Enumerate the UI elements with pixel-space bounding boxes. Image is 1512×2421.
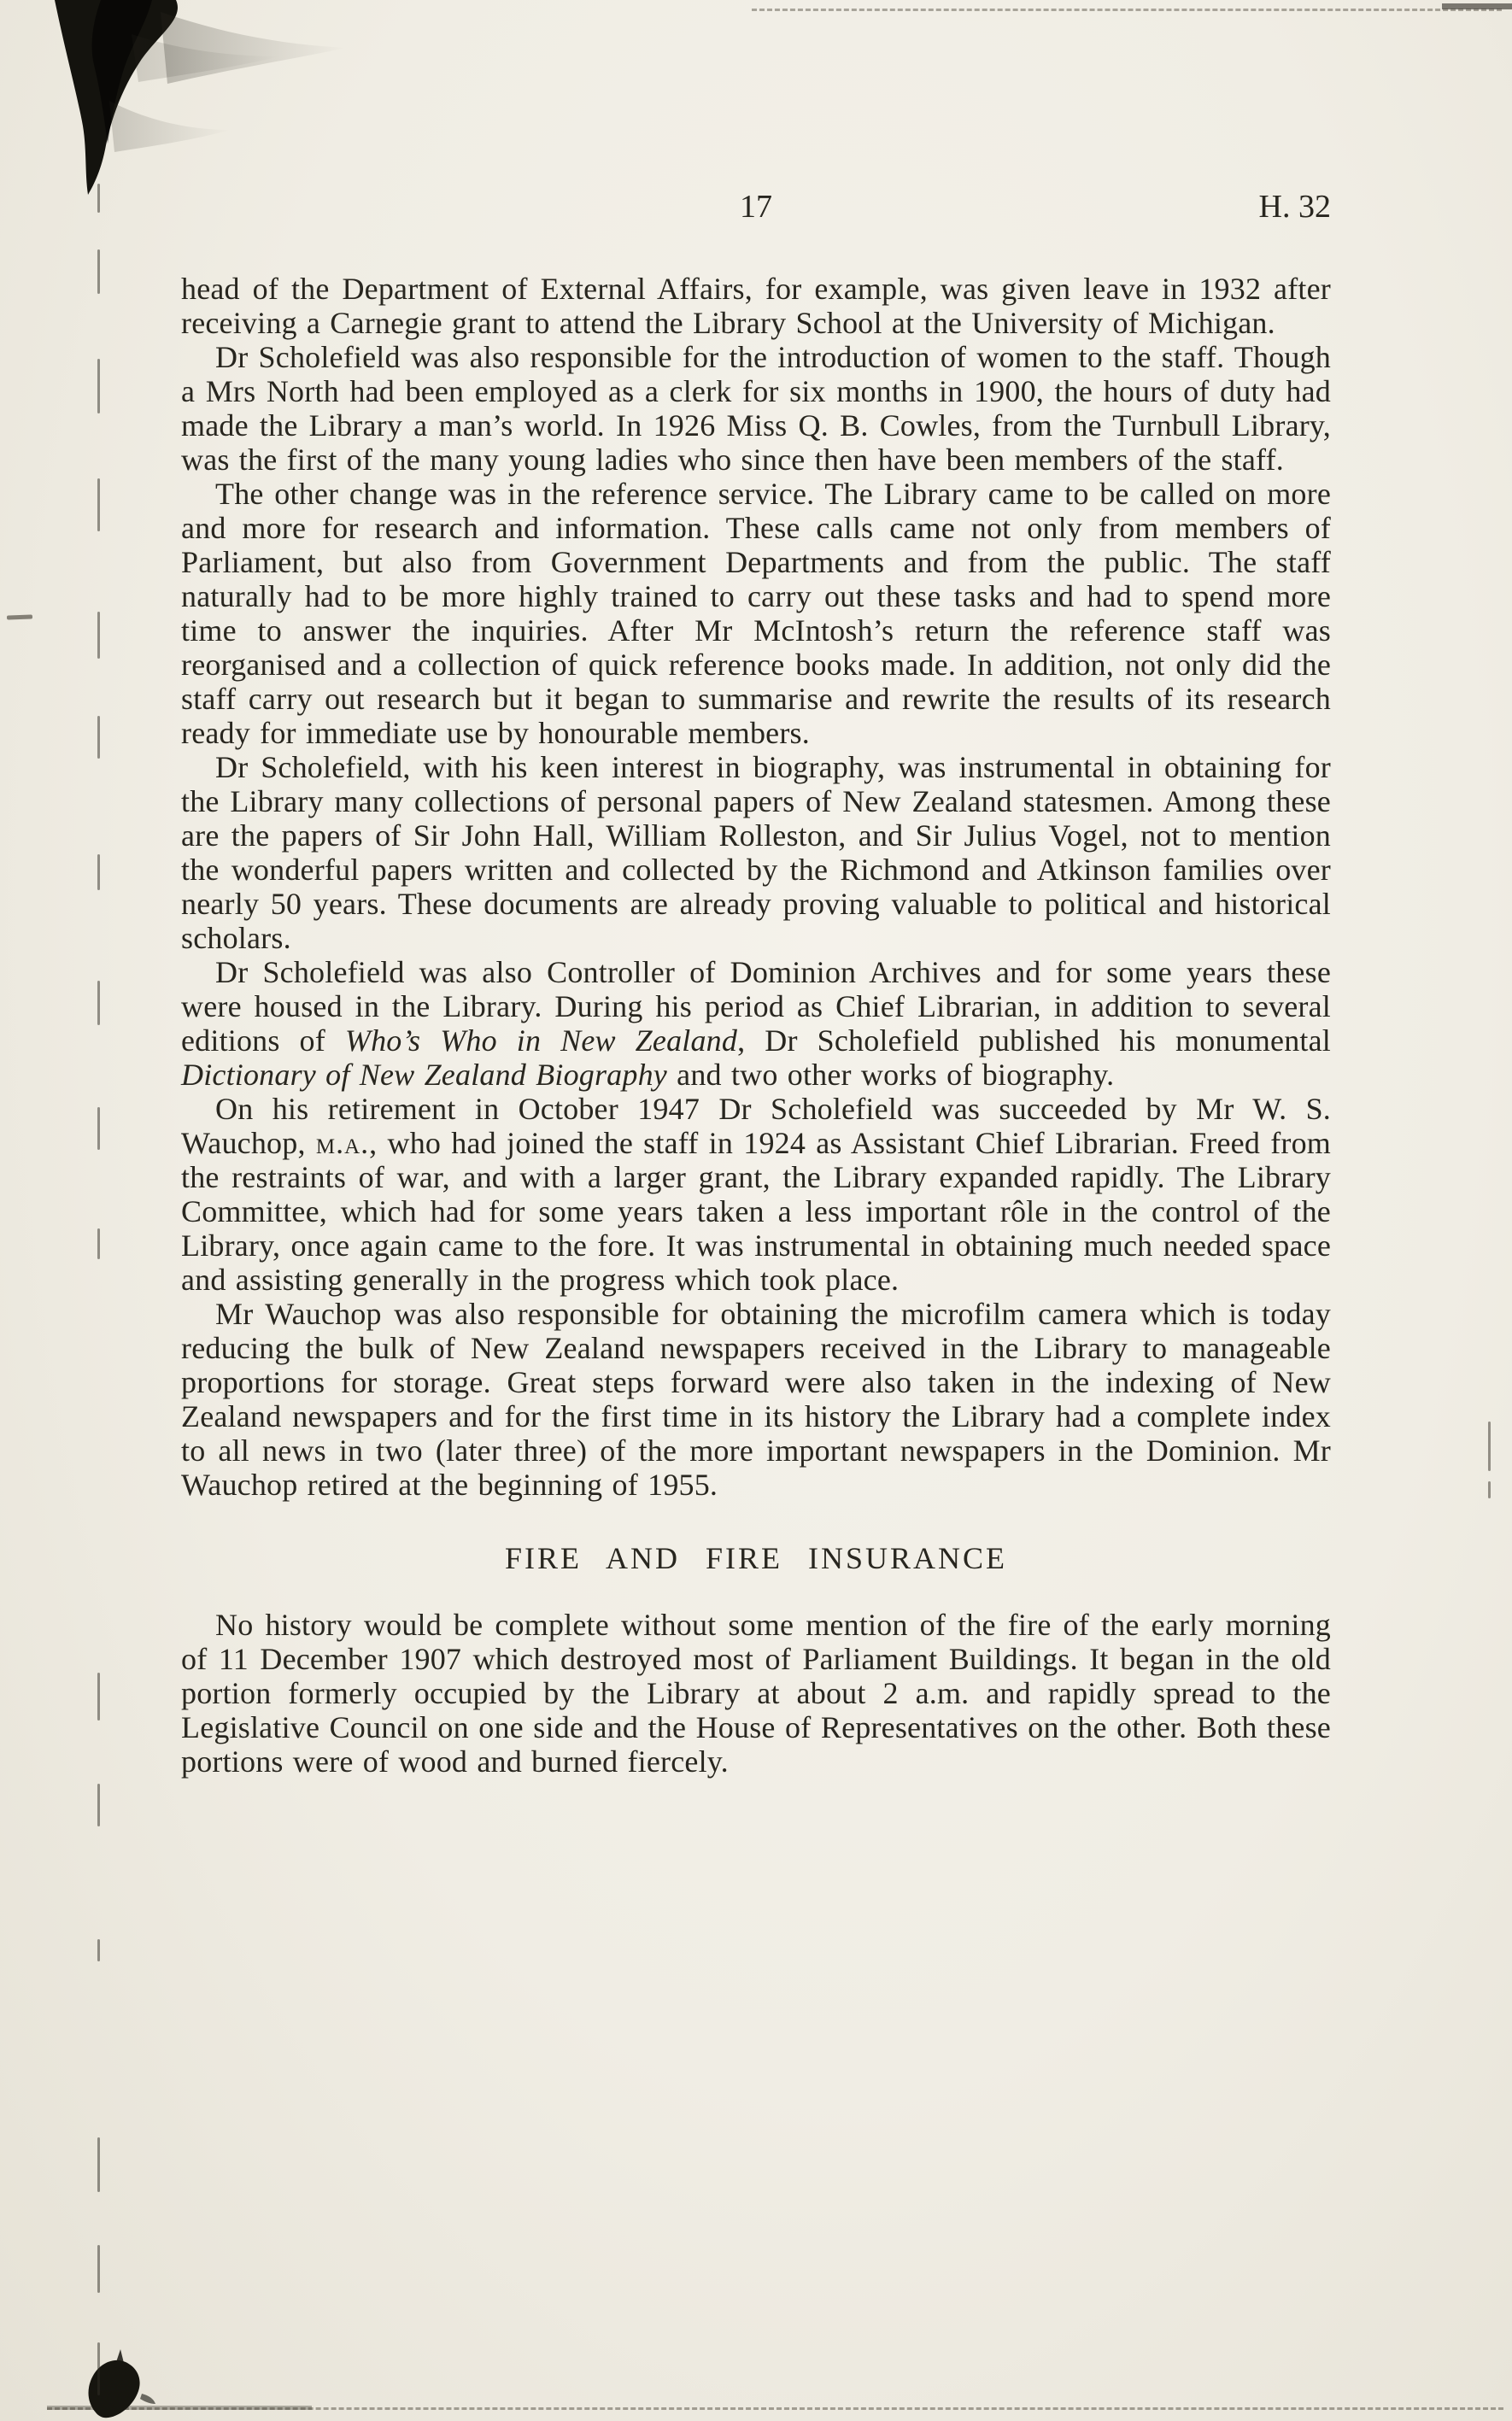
page-header (181, 186, 1331, 227)
paragraph (181, 1608, 1331, 1779)
scan-artifact-top-dashed-line (752, 9, 1502, 11)
text-run: No history would be complete without some mention of the fire of the early morning of 11 December 1907 which destroyed most of Parliament Buildings. It began in the old portion formerly occupied by the Library at about 2 a.m. and rapidly spread to the Legislative Council on one side and the House of Representatives on the other. Both these portions were of wood and burned fiercely. (181, 1608, 1331, 1779)
scan-artifact-left-edge-dash (7, 614, 32, 619)
paragraph (181, 750, 1331, 955)
paragraph (181, 1092, 1331, 1297)
smallcaps-abbreviation: m.a. (315, 1126, 370, 1160)
italic-book-title: Who’s Who in New Zealand (344, 1023, 738, 1058)
paragraph (181, 340, 1331, 477)
text-run: , who had joined the staff in 1924 as Assistant Chief Librarian. Freed from the restraints of war, and with a larger grant, the Library expanded rapidly. The Library Committee, which had for some years taken a less important rôle in the control of the Library, once again came to the fore. It was instrumental in obtaining much needed space and assisting generally in the progress which took place. (181, 1126, 1332, 1297)
text-run: Mr Wauchop was also responsible for obtaining the microfilm camera which is today reducing the bulk of New Zealand newspapers received in the Library to manageable proportions for storage. Great steps forward were also taken in the indexing of New Zealand newspapers and for the first time in its history the Library had a complete index to all news in two (later three) of the more important newspapers in the Dominion. Mr Wauchop retired at the beginning of 1955. (181, 1297, 1331, 1502)
scan-artifact-bottom-dashed-line (47, 2407, 1503, 2410)
scan-artifact-top-left-curl (50, 0, 391, 201)
document-reference: H. 32 (1258, 189, 1331, 225)
text-run: Dr Scholefield, with his keen interest in biography, was instrumental in obtaining for the Library many collections of personal papers of New Zealand statesmen. Among these are the papers of Sir John Hall, William Rolleston, and Sir Julius Vogel, not to mention the wonderful papers written and collected by the Richmond and Atkinson families over nearly 50 years. These documents are already proving valuable to political and historical scholars. (181, 750, 1331, 955)
scan-artifact-bottom-dark-segment (47, 2406, 312, 2410)
text-run: Dr Scholefield was also responsible for the introduction of women to the staff. Though a Mrs North had been employed as a clerk for six months in 1900, the hours of duty had made the Library a man’s world. In 1926 Miss Q. B. Cowles, from the Turnbull Library, was the first of the many young ladies who since then have been members of the staff. (181, 340, 1331, 477)
text-run: head of the Department of External Affairs, for example, was given leave in 1932 after receiving a Carnegie grant to attend the Library School at the University of Michigan. (181, 272, 1331, 340)
scan-artifact-bottom-left-blob (67, 2348, 173, 2421)
page-content (181, 186, 1331, 1779)
text-blocks (181, 272, 1331, 1779)
italic-book-title: Dictionary of New Zealand Biography (181, 1058, 667, 1092)
paragraph (181, 1297, 1331, 1502)
text-run: , Dr Scholefield published his monumental (737, 1023, 1331, 1058)
paragraph (181, 955, 1331, 1092)
paragraph (181, 272, 1331, 340)
paragraph (181, 477, 1331, 750)
section-heading: FIRE AND FIRE INSURANCE (504, 1541, 1008, 1575)
text-run: On his retirement in October 1947 Dr Scholefield was succeeded by Mr W. S. Wauchop, (181, 1092, 1331, 1160)
text-run: The other change was in the reference service. The Library came to be called on more and more for research and information. These calls came not only from members of Parliament, but also from Government Departments and from the public. The staff naturally had to be more highly trained to carry out these tasks and had to spend more time to answer the inquiries. After Mr McIntosh’s return the reference staff was reorganised and a collection of quick reference books made. In addition, not only did the staff carry out research but it began to summarise and rewrite the results of its research ready for immediate use by honourable members. (181, 477, 1331, 750)
scan-artifact-top-right-mark (1442, 3, 1512, 9)
text-run: Dr Scholefield was also Controller of Dominion Archives and for some years these were housed in the Library. During his period as Chief Librarian, in addition to several editions of (181, 955, 1331, 1058)
text-run: and two other works of biography. (666, 1058, 1115, 1092)
page-number: 17 (740, 189, 772, 225)
